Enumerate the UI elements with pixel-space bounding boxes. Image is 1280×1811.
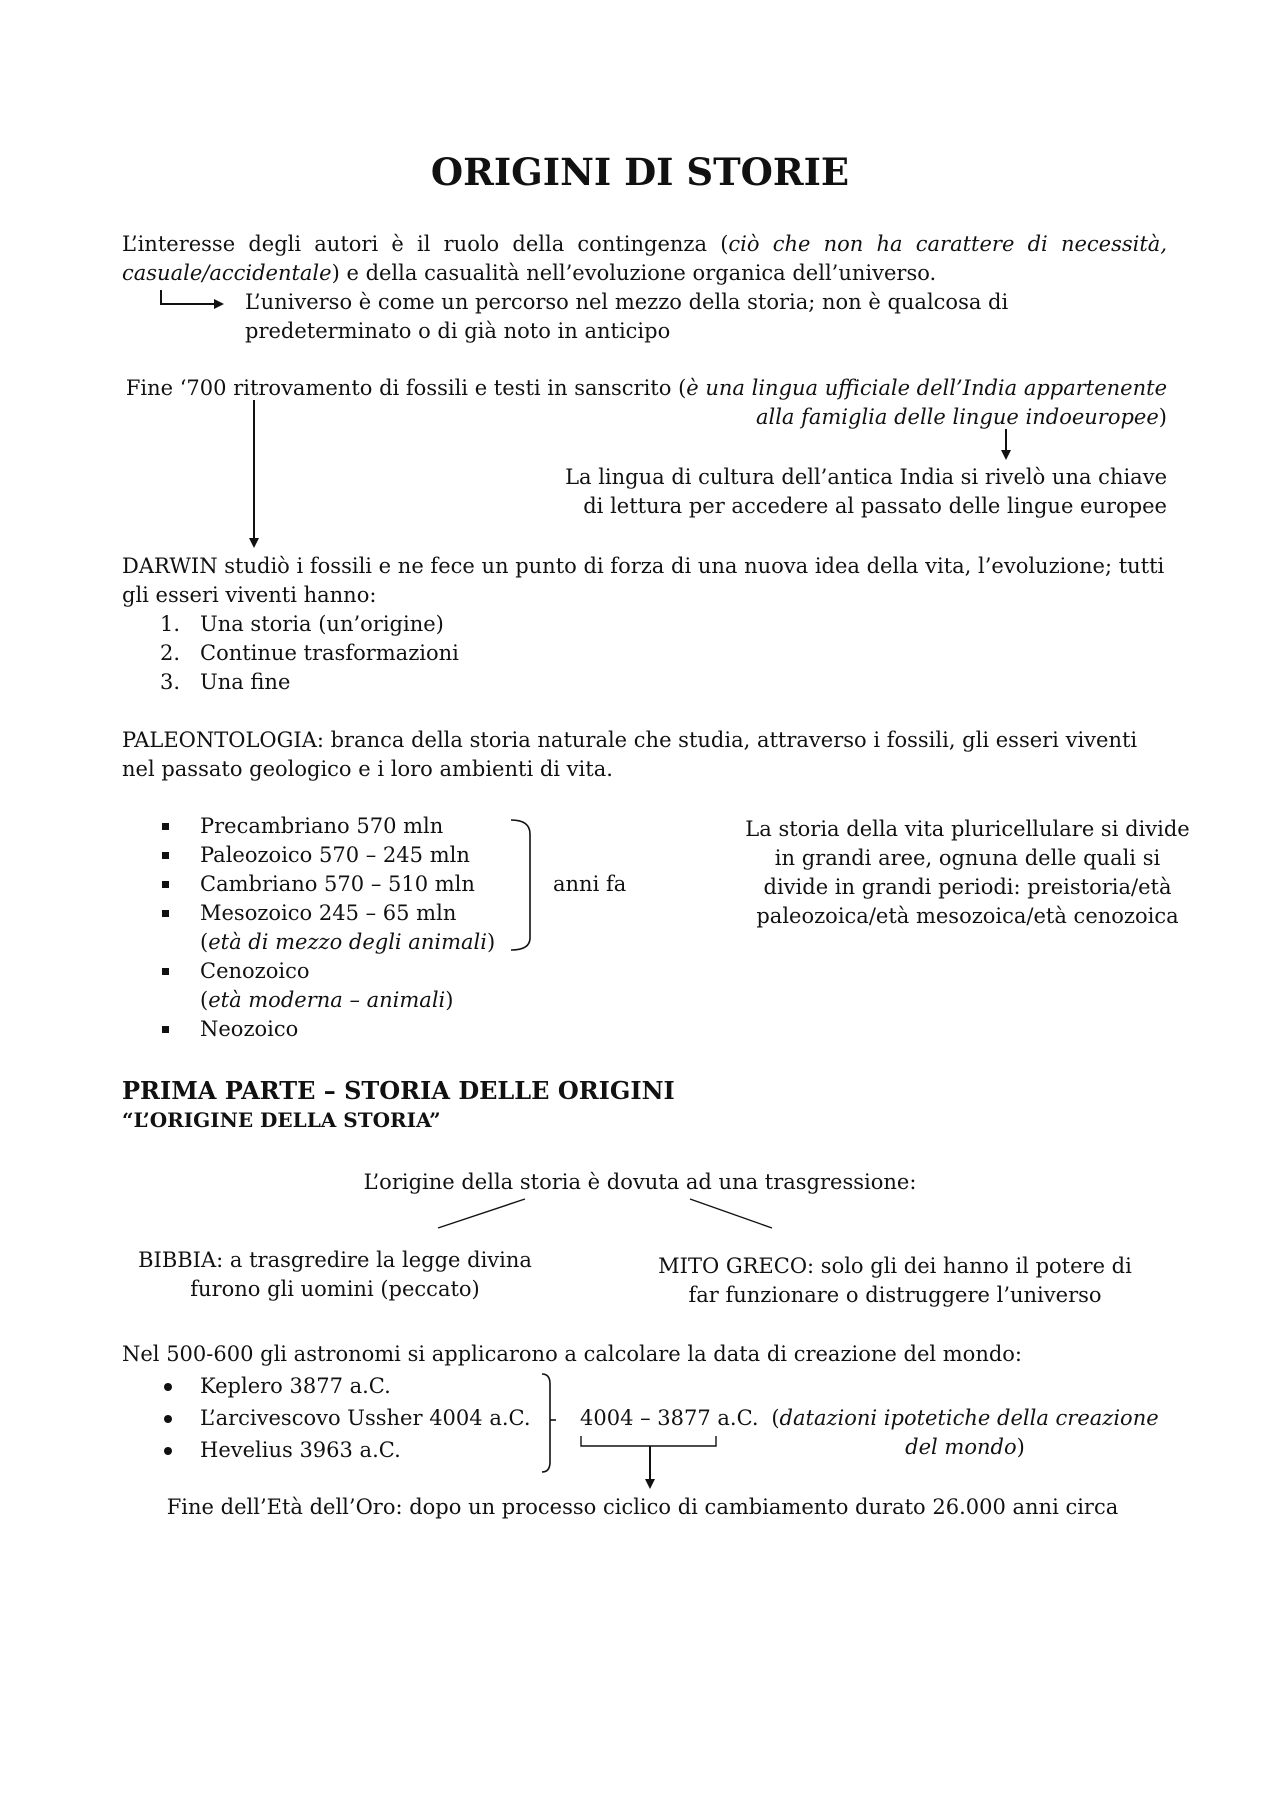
side-note: La storia della vita pluricellulare si divide in grandi aree, ognuna delle quali si divide in grandi periodi: preistoria/età paleozoica/età mesozoica/età cenozoica [745,817,1190,928]
list-item: L’arcivescovo Ussher 4004 a.C. [122,1402,582,1434]
page-title: ORIGINI DI STORIE [430,150,850,194]
list-item: Hevelius 3963 a.C. [122,1434,582,1466]
mito-text: MITO GRECO: solo gli dei hanno il potere di far funzionare o distruggere l’universo [658,1254,1132,1307]
list-item: 2. Continue trasformazioni [160,641,459,665]
astronomers-paragraph: Nel 500-600 gli astronomi si applicarono a calcolare la data di creazione del mondo: [122,1342,1023,1366]
anni-fa-label: anni fa [553,872,627,896]
age-of-gold-conclusion: Fine dell’Età dell’Oro: dopo un processo ciclico di cambiamento durato 26.000 anni circa [166,1495,1119,1519]
list-item: Cambriano 570 – 510 mln [122,870,562,899]
list-item: Keplero 3877 a.C. [122,1370,582,1402]
section-subheading: “L’ORIGINE DELLA STORIA” [122,1108,441,1132]
sanskrit-note: La lingua di cultura dell’antica India si rivelò una chiave di lettura per accedere al passato delle lingue europee [565,465,1167,518]
fossils-paragraph [122,374,1167,432]
range-underline [581,1436,716,1446]
fossils-text-b: ) [1158,405,1167,429]
list-item: Neozoico [122,1015,562,1044]
list-item: Precambriano 570 mln [122,812,562,841]
list-item: 1. Una storia (un’origine) [160,612,444,636]
list-item: Paleozoico 570 – 245 mln [122,841,562,870]
date-range: 4004 – 3877 a.C. [580,1406,759,1430]
astronomers-list [122,1370,582,1466]
list-item: Cenozoico (età moderna – animali) [122,957,562,1015]
fossils-text-a: Fine ‘700 ritrovamento di fossili e testi in sanscrito ( [125,376,687,400]
intro-text-b: ) e della casualità nell’evoluzione organica dell’universo. [331,261,937,285]
list-item: 3. Una fine [160,670,291,694]
darwin-paragraph: DARWIN studiò i fossili e ne fece un punto di forza di una nuova idea della vita, l’evoluzione; tutti gli esseri viventi hanno: [122,554,1165,607]
branch-line-right [690,1199,772,1228]
paleontologia-paragraph: PALEONTOLOGIA: branca della storia naturale che studia, attraverso i fossili, gli esseri viventi nel passato geologico e i loro ambienti di vita. [122,728,1138,781]
intro-paragraph [122,230,1167,288]
fossils-text-em: è una lingua ufficiale dell’India appartenente alla famiglia delle lingue indoeuropee [686,376,1167,429]
intro-text-a: L’interesse degli autori è il ruolo della contingenza ( [122,232,729,256]
intro-text-em: ciò che non ha carattere di necessità, casuale/accidentale [122,232,1167,285]
darwin-list [122,610,822,697]
list-item: Mesozoico 245 – 65 mln (età di mezzo degli animali) [122,899,562,957]
bibbia-text: BIBBIA: a trasgredire la legge divina furono gli uomini (peccato) [138,1248,532,1301]
section-heading: PRIMA PARTE – STORIA DELLE ORIGINI [122,1076,675,1105]
elbow-arrow [161,290,222,304]
date-range-note: (datazioni ipotetiche della creazione del mondo) [771,1406,1159,1459]
eras-list [122,812,562,1044]
branch-line-left [438,1199,525,1228]
universe-note: L’universo è come un percorso nel mezzo della storia; non è qualcosa di predeterminato o di già noto in anticipo [245,290,1009,343]
origin-text: L’origine della storia è dovuta ad una trasgressione: [363,1170,917,1194]
